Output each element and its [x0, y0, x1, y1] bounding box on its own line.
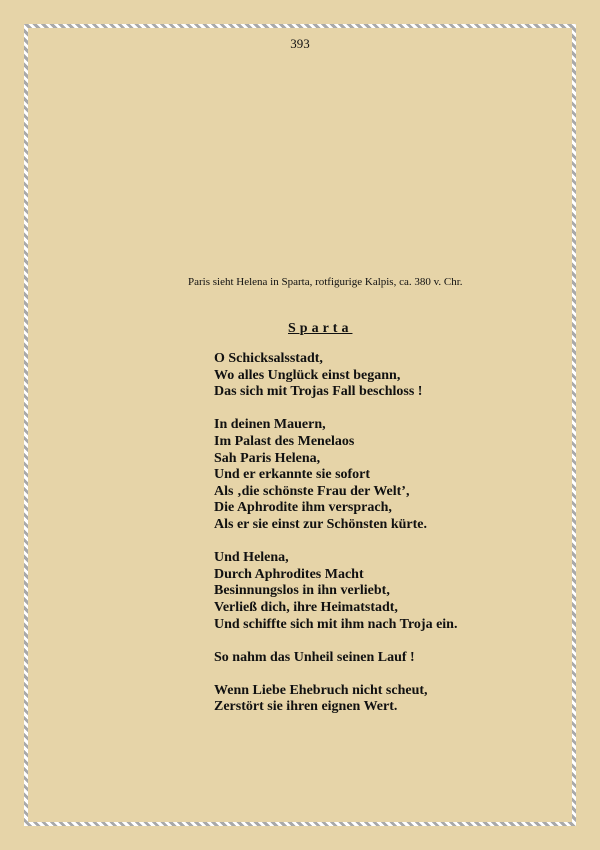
poem-body: [214, 351, 457, 733]
poem-line: Die Aphrodite ihm versprach,: [214, 500, 392, 516]
poem-line: O Schicksalsstadt,: [214, 351, 323, 366]
stanza-5: [214, 683, 457, 716]
poem-line: Und er erkannte sie sofort: [214, 467, 371, 483]
poem-line: Als ‚die schönste Frau der Welt’,: [214, 483, 410, 499]
poem-line: So nahm das Unheil seinen Lauf !: [214, 649, 415, 665]
stanza-3: [214, 550, 457, 633]
poem-line: Und schiffte sich mit ihm nach Troja ein.: [214, 616, 458, 632]
poem-line: Besinnungslos in ihn verliebt,: [214, 583, 390, 599]
poem-title: Sparta: [288, 321, 353, 336]
poem-line: Wenn Liebe Ehebruch nicht scheut,: [214, 682, 428, 698]
poem-line: Durch Aphrodites Macht: [214, 566, 364, 582]
poem-line: Und Helena,: [214, 550, 289, 566]
poem-line: Als er sie einst zur Schönsten kürte.: [214, 516, 427, 532]
stanza-4: [214, 650, 457, 667]
page-number: 393: [290, 36, 310, 51]
stanza-1: [214, 351, 457, 401]
figure-caption: Paris sieht Helena in Sparta, rotfigurige Kalpis, ca. 380 v. Chr.: [188, 276, 463, 288]
poem-line: Das sich mit Trojas Fall beschloss !: [214, 384, 423, 400]
poem-line: Wo alles Unglück einst begann,: [214, 367, 401, 383]
poem-line: Sah Paris Helena,: [214, 450, 321, 466]
poem-line: Verließ dich, ihre Heimatstadt,: [214, 599, 398, 615]
poem-line: Im Palast des Menelaos: [214, 433, 355, 449]
stanza-2: [214, 417, 457, 533]
poem-line: In deinen Mauern,: [214, 417, 326, 433]
poem-line: Zerstört sie ihren eignen Wert.: [214, 699, 398, 715]
